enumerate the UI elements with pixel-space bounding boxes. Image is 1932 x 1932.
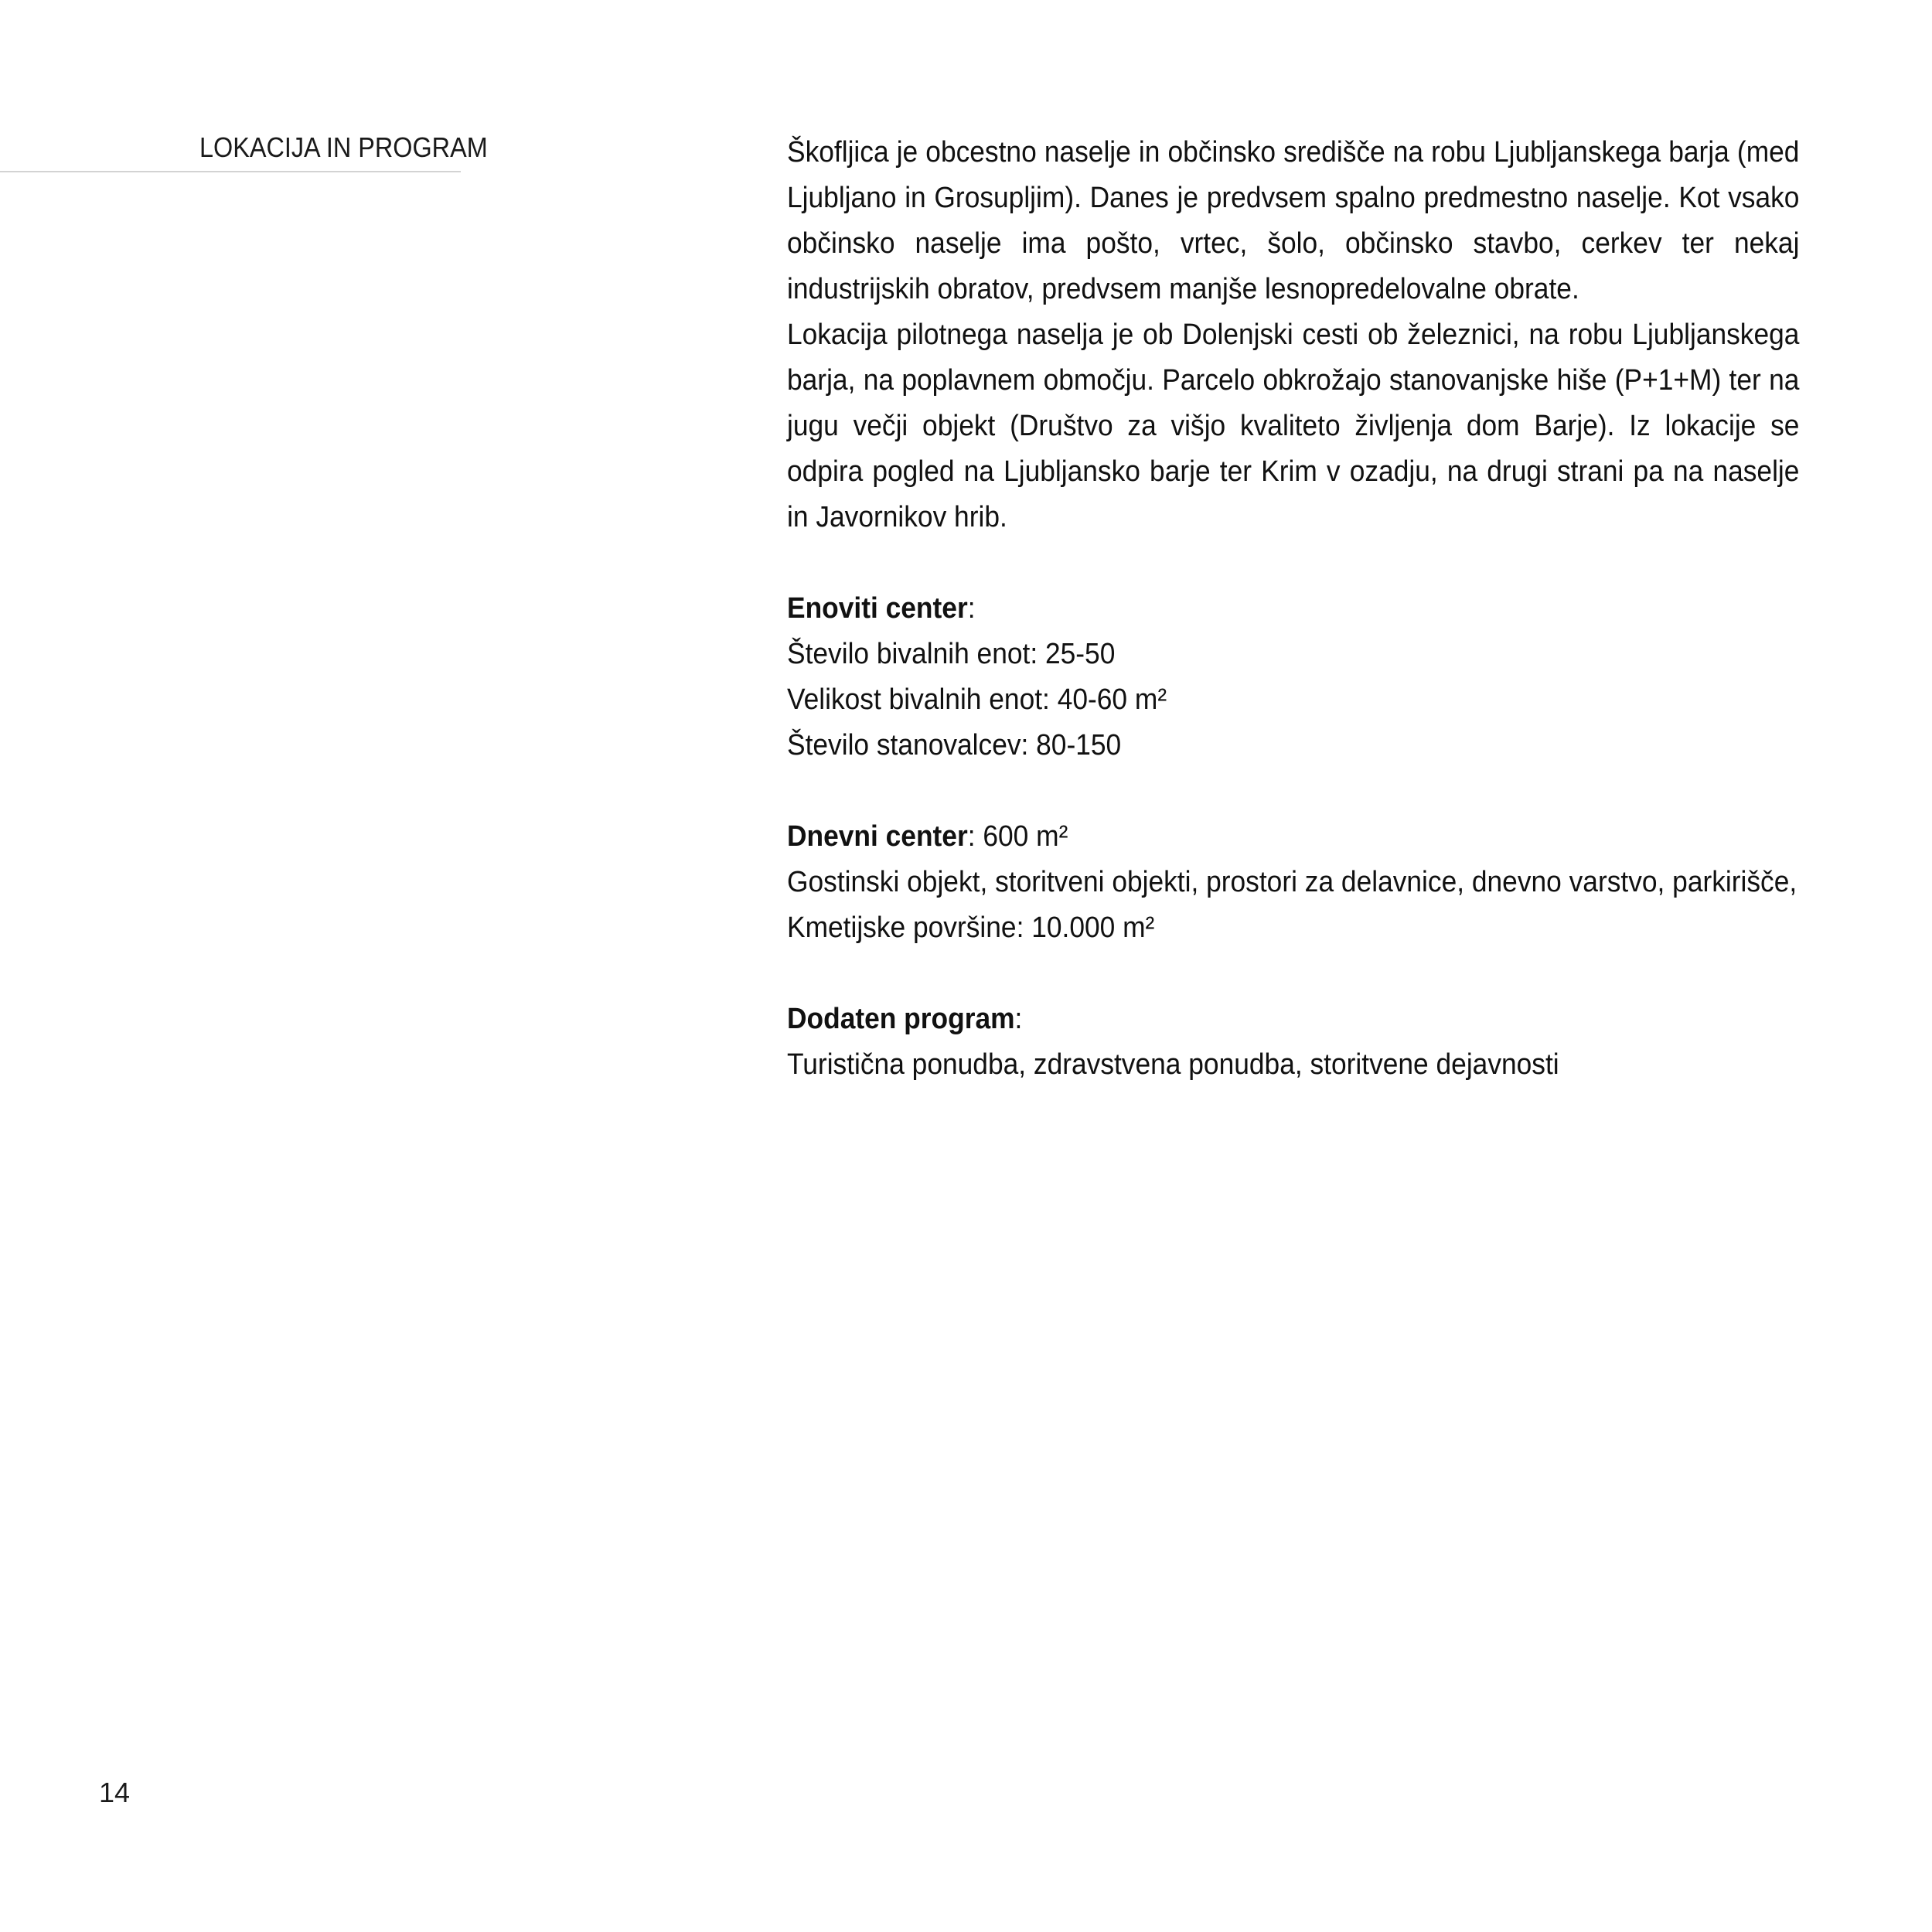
enoviti-heading: Enoviti center [787, 592, 968, 625]
enoviti-line-2: Velikost bivalnih enot: 40-60 m² [787, 683, 1167, 716]
enoviti-line-3: Število stanovalcev: 80-150 [787, 729, 1122, 762]
page-number: 14 [99, 1777, 131, 1808]
main-content [787, 130, 1800, 1088]
dnevni-suffix: : 600 m² [967, 820, 1068, 853]
spacer [787, 540, 1800, 586]
enoviti-line-1: Število bivalnih enot: 25-50 [787, 638, 1116, 670]
dnevni-heading-line [787, 814, 1729, 860]
spacer [787, 951, 1800, 997]
dodaten-heading: Dodaten program [787, 1003, 1015, 1035]
dodaten-suffix: : [1014, 1003, 1023, 1035]
section-title: LOKACIJA IN PROGRAM [199, 131, 488, 163]
dnevni-line-2: Kmetijske površine: 10.000 m² [787, 911, 1155, 944]
intro-paragraph-2: Lokacija pilotnega naselja je ob Dolenjski cesti ob železnici, na robu Ljubljanskega barja, na poplavnem območju. Parcelo obkrožajo stanovanjske hiše (P+1+M) ter na jugu večji objekt (Društvo za višjo kvaliteto življenja dom Barje). Iz lokacije se odpira pogled na Ljubljansko barje ter Krim v ozadju, na drugi strani pa na naselje in Javornikov hrib. [787, 319, 1800, 533]
section-divider [0, 171, 461, 172]
intro-paragraph-1: Škofljica je obcestno naselje in občinsko središče na robu Ljubljanskega barja (med Ljubljano in Grosupljim). Danes je predvsem spalno predmestno naselje. Kot vsako občinsko naselje ima pošto, vrtec, šolo, občinsko stavbo, cerkev ter nekaj industrijskih obratov, predvsem manjše lesnopredelovalne obrate. [787, 136, 1800, 305]
spacer [787, 768, 1800, 814]
dnevni-heading: Dnevni center [787, 820, 968, 853]
dodaten-heading-line [787, 997, 1729, 1042]
dnevni-line-1: Gostinski objekt, storitveni objekti, prostori za delavnice, dnevno varstvo, parkirišče, [787, 866, 1797, 898]
enoviti-heading-line [787, 586, 1729, 632]
dodaten-line-1: Turistična ponudba, zdravstvena ponudba, storitvene dejavnosti [787, 1048, 1559, 1081]
enoviti-suffix: : [967, 592, 976, 625]
